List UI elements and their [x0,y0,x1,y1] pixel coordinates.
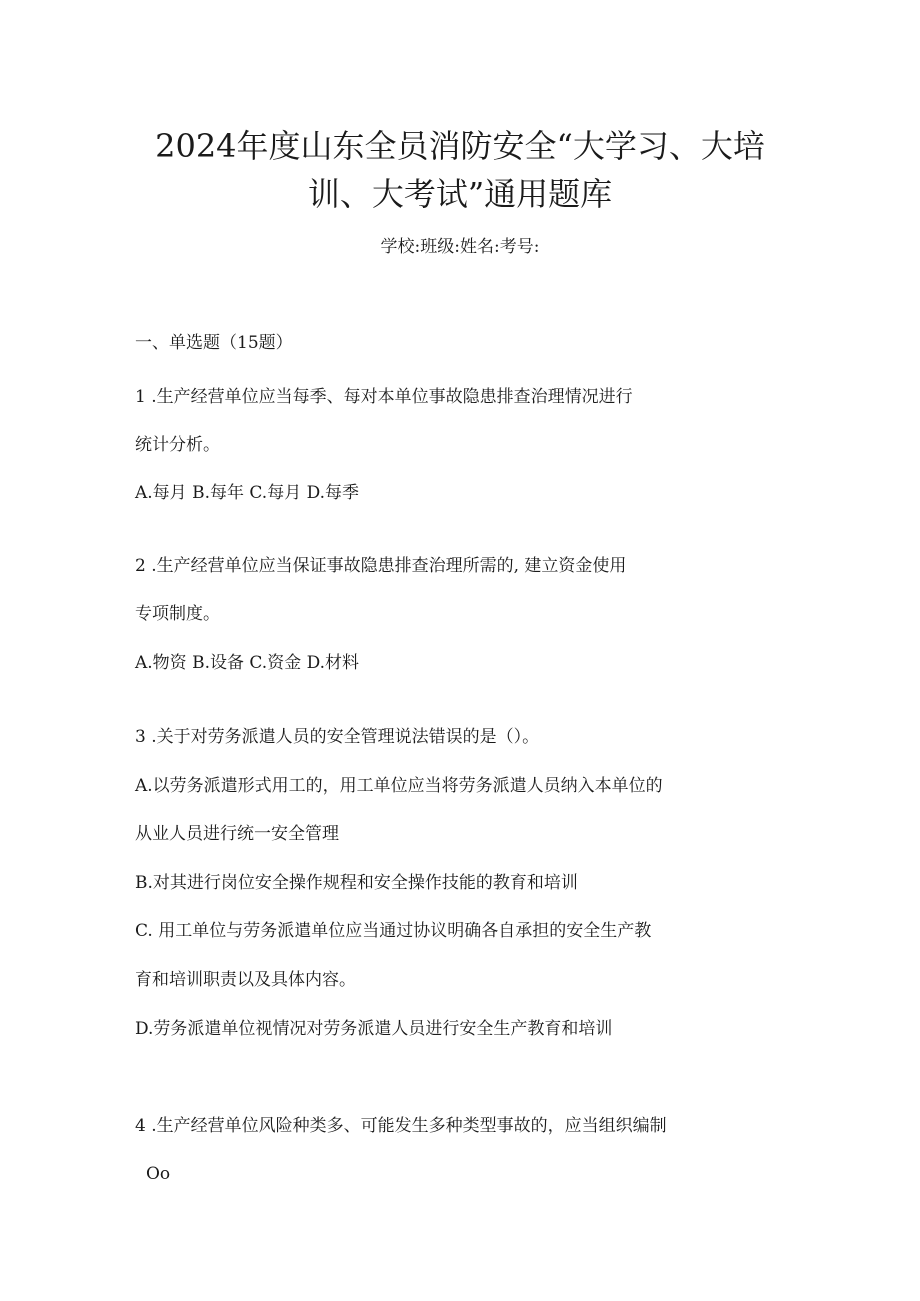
question-1-stem-line-1: 1 .生产经营单位应当每季、每对本单位事故隐患排查治理情况进行 [135,387,633,407]
section-heading: 一、单选题（15题） [135,333,293,353]
question-3-option-a-line-2: 从业人员进行统一安全管理 [135,824,339,844]
question-4-stem-line-2: Oo [146,1164,171,1184]
document-title-line-1: 2024年度山东全员消防安全“大学习、大培 [155,127,765,165]
document-title-line-2: 训、大考试”通用题库 [307,175,613,213]
question-3-option-a-line-1: A.以劳务派遣形式用工的，用工单位应当将劳务派遣人员纳入本单位的 [135,776,663,796]
question-2-stem-line-1: 2 .生产经营单位应当保证事故隐患排查治理所需的, 建立资金使用 [135,556,627,576]
question-2-stem-line-2: 专项制度。 [135,604,220,624]
question-1-stem-line-2: 统计分析。 [135,435,220,455]
question-4-stem-line-1: 4 .生产经营单位风险种类多、可能发生多种类型事故的，应当组织编制 [135,1116,667,1136]
question-3-option-c-line-1: C. 用工单位与劳务派遣单位应当通过协议明确各自承担的安全生产教 [135,921,652,941]
question-1-options: A.每月 B.每年 C.每月 D.每季 [135,483,360,503]
document-subtitle: 学校:班级:姓名:考号: [380,237,540,257]
question-3-option-b: B.对其进行岗位安全操作规程和安全操作技能的教育和培训 [135,873,578,893]
question-2-options: A.物资 B.设备 C.资金 D.材料 [135,653,360,673]
question-3-stem: 3 .关于对劳务派遣人员的安全管理说法错误的是（）。 [135,727,540,747]
question-3-option-d: D.劳务派遣单位视情况对劳务派遣人员进行安全生产教育和培训 [135,1019,613,1039]
question-3-option-c-line-2: 育和培训职责以及具体内容。 [135,970,356,990]
